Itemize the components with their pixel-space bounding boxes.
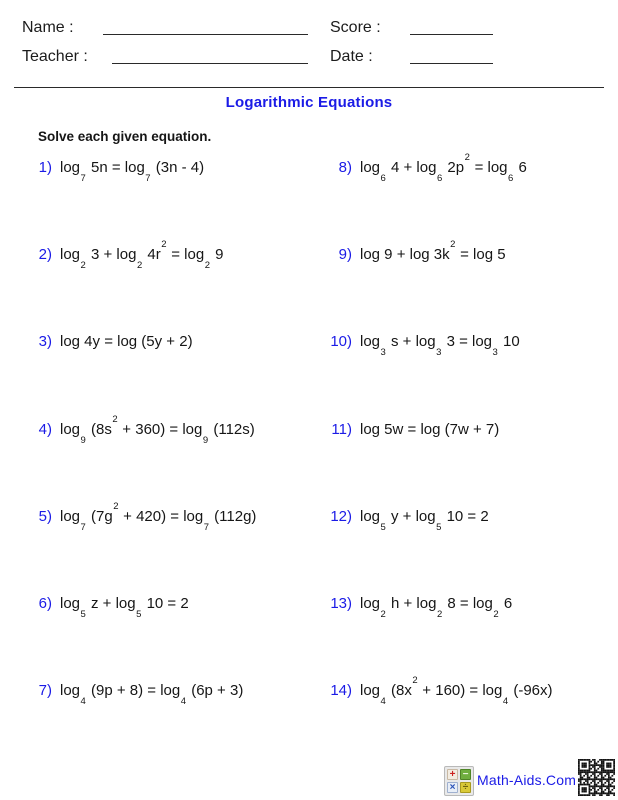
- problem-equation: $\log_2 h + \log_2 8 = \log_2 6$: [360, 595, 513, 620]
- problem-number: 8): [338, 159, 352, 176]
- divide-icon: ÷: [460, 782, 471, 793]
- problem-equation: $\log_4 (9p + 8) = \log_4 (6p + 3)$: [60, 682, 244, 707]
- problem-equation: $\log_9 (8s^2 + 360) = \log_9 (112s)$: [60, 414, 255, 446]
- brand-text: Math-Aids.Com: [477, 772, 577, 788]
- problem-number: 7): [38, 682, 52, 699]
- problem-number: 12): [330, 508, 352, 525]
- problem-equation: $\log 9 + \log 3k^2 = \log 5$: [360, 239, 506, 263]
- problem-equation: $\log_5 z + \log_5 10 = 2$: [60, 595, 189, 620]
- problem-number: 13): [330, 595, 352, 612]
- teacher-label: Teacher :: [22, 48, 88, 65]
- problem-number: 14): [330, 682, 352, 699]
- header-divider: [14, 87, 604, 88]
- plus-icon: +: [447, 769, 458, 780]
- name-label: Name :: [22, 19, 74, 36]
- times-icon: ×: [447, 782, 458, 793]
- problem-number: 3): [38, 333, 52, 350]
- qr-code-icon: [578, 759, 615, 796]
- problem-equation: $\log_7 (7g^2 + 420) = \log_7 (112g)$: [60, 501, 257, 533]
- date-label: Date :: [330, 48, 373, 65]
- date-fill-line: [410, 63, 493, 64]
- problem-number: 4): [38, 421, 52, 438]
- instruction-text: Solve each given equation.: [38, 129, 212, 144]
- math-aids-logo-icon: [444, 766, 474, 796]
- name-fill-line: [103, 34, 308, 35]
- page-title: Logarithmic Equations: [225, 94, 393, 111]
- problem-number: 10): [330, 333, 352, 350]
- problem-equation: $\log_2 3 + \log_2 4r^2 = \log_2 9$: [60, 239, 224, 271]
- problem-number: 1): [38, 159, 52, 176]
- problem-number: 9): [338, 246, 352, 263]
- problem-equation: $\log_5 y + \log_5 10 = 2$: [360, 508, 489, 533]
- problem-equation: $\log_7 5n = \log_7 (3n - 4)$: [60, 159, 205, 184]
- score-label: Score :: [330, 19, 381, 36]
- problem-equation: $\log_4 (8x^2 + 160) = \log_4 (-96x)$: [360, 675, 553, 707]
- problem-equation: $\log_3 s + \log_3 3 = \log_3 10$: [360, 333, 520, 358]
- minus-icon: −: [460, 769, 471, 780]
- teacher-fill-line: [112, 63, 308, 64]
- score-fill-line: [410, 34, 493, 35]
- problem-number: 2): [38, 246, 52, 263]
- problem-number: 6): [38, 595, 52, 612]
- problem-equation: $\log_6 4 + \log_6 2p^2 = \log_6 6$: [360, 152, 527, 184]
- problem-number: 11): [331, 421, 352, 438]
- problem-equation: log 4y = log (5y + 2): [60, 333, 193, 350]
- problem-equation: log 5w = log (7w + 7): [360, 421, 500, 438]
- problem-number: 5): [38, 508, 52, 525]
